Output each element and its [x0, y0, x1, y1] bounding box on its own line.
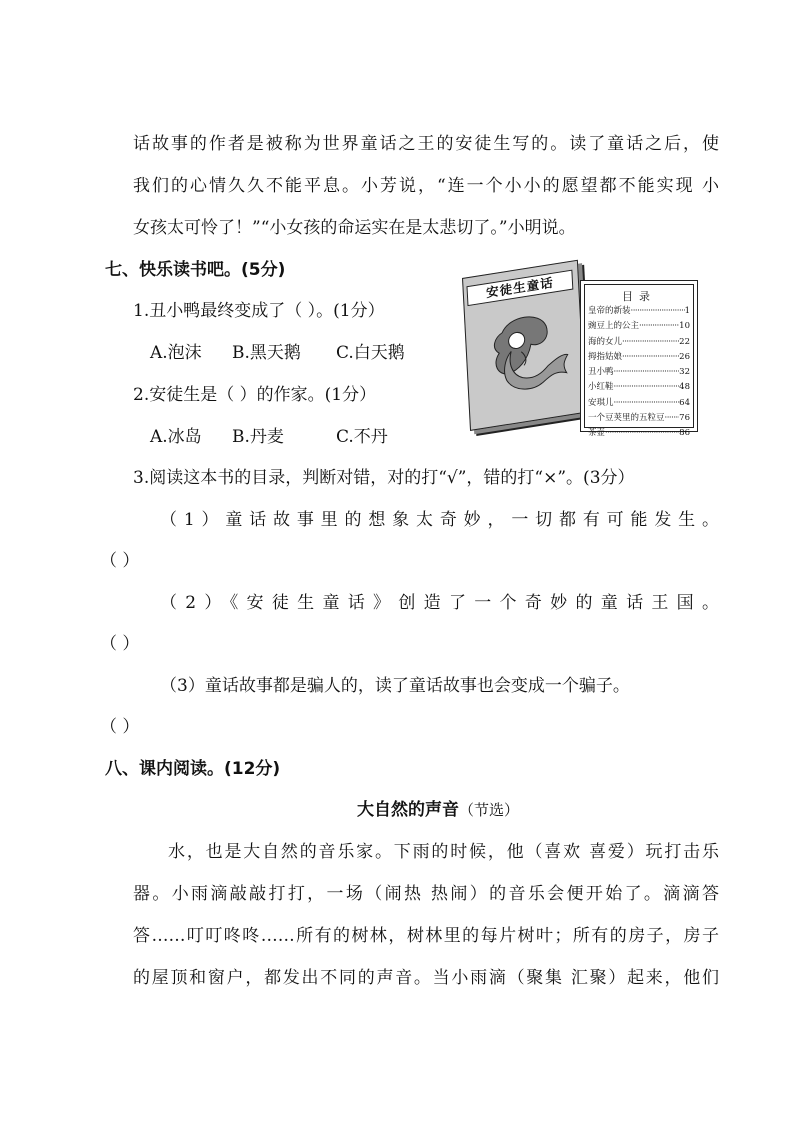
answer-blank-1: （ ）: [100, 551, 140, 571]
intro-line-3: 女孩太可怜了！”“小女孩的命运实在是太悲切了。”小明说。: [133, 218, 576, 238]
book-cover-title: 安徒生童话: [466, 270, 573, 307]
toc-item: 海的女儿 ····· 22: [585, 335, 693, 350]
table-of-contents: [580, 280, 698, 439]
q1-option-c: C.白天鹅: [336, 343, 405, 363]
toc-title: 目录: [622, 290, 656, 303]
statement-3: （3）童话故事都是骗人的，读了童话故事也会变成一个骗子。: [160, 676, 630, 696]
intro-line-1: 话故事的作者是被称为世界童话之王的安徒生写的。读了童话之后，使: [133, 134, 719, 154]
question-1: 1.丑小鸭最终变成了（ ）。(1分）: [133, 301, 385, 321]
toc-item: 丑小鸭 ····· 32: [585, 365, 693, 380]
statement-1: （1）童话故事里的想象太奇妙，一切都有可能发生。: [160, 510, 719, 530]
toc-item: 拇指姑娘 ····· 26: [585, 350, 693, 365]
toc-item: 一个豆荚里的五粒豆 ····· 76: [585, 411, 693, 426]
passage-title: [357, 802, 519, 819]
q1-option-b: B.黑天鹅: [232, 343, 301, 363]
answer-blank-3: （ ）: [100, 717, 140, 737]
passage-line-2: 器。小雨滴敲敲打打，一场（闹热 热闹）的音乐会便开始了。滴滴答: [133, 884, 719, 904]
q2-option-c: C.不丹: [336, 427, 388, 447]
mermaid-icon: [479, 302, 574, 411]
intro-line-2: 我们的心情久久不能平息。小芳说，“连一个小小的愿望都不能实现 小: [133, 176, 719, 196]
q2-option-b: B.丹麦: [232, 427, 284, 447]
question-3: 3.阅读这本书的目录，判断对错，对的打“√”，错的打“×”。(3分）: [133, 468, 635, 488]
toc-item: 皇帝的新装 ····· 1: [585, 304, 693, 319]
toc-item: 小红鞋 ····· 48: [585, 380, 693, 395]
passage-line-4: 的屋顶和窗户，都发出不同的声音。当小雨滴（聚集 汇聚）起来，他们: [133, 968, 719, 988]
passage-line-3: 答……叮叮咚咚……所有的树林，树林里的每片树叶；所有的房子，房子: [133, 926, 719, 946]
book-cover: [462, 260, 586, 431]
toc-item: 安琪儿 ····· 64: [585, 396, 693, 411]
book-illustration: [462, 274, 700, 439]
statement-2: （2）《安徒生童话》创造了一个奇妙的童话王国。: [160, 593, 719, 613]
answer-blank-2: （ ）: [100, 634, 140, 654]
section-8-title: 八、课内阅读。(12分): [105, 759, 281, 779]
toc-item: 茶壶 ····· 86: [585, 426, 693, 441]
section-7-title: 七、快乐读书吧。(5分): [105, 260, 286, 280]
q2-option-a: A.冰岛: [150, 427, 202, 447]
question-2: 2.安徒生是（ ）的作家。(1分）: [133, 385, 377, 405]
q1-option-a: A.泡沫: [150, 343, 202, 363]
passage-title-note: （节选）: [459, 801, 520, 819]
toc-item: 豌豆上的公主 ····· 10: [585, 319, 693, 334]
passage-line-1: 水，也是大自然的音乐家。下雨的时候，他（喜欢 喜爱）玩打击乐: [168, 842, 719, 862]
passage-title-text: 大自然的声音: [357, 800, 459, 820]
